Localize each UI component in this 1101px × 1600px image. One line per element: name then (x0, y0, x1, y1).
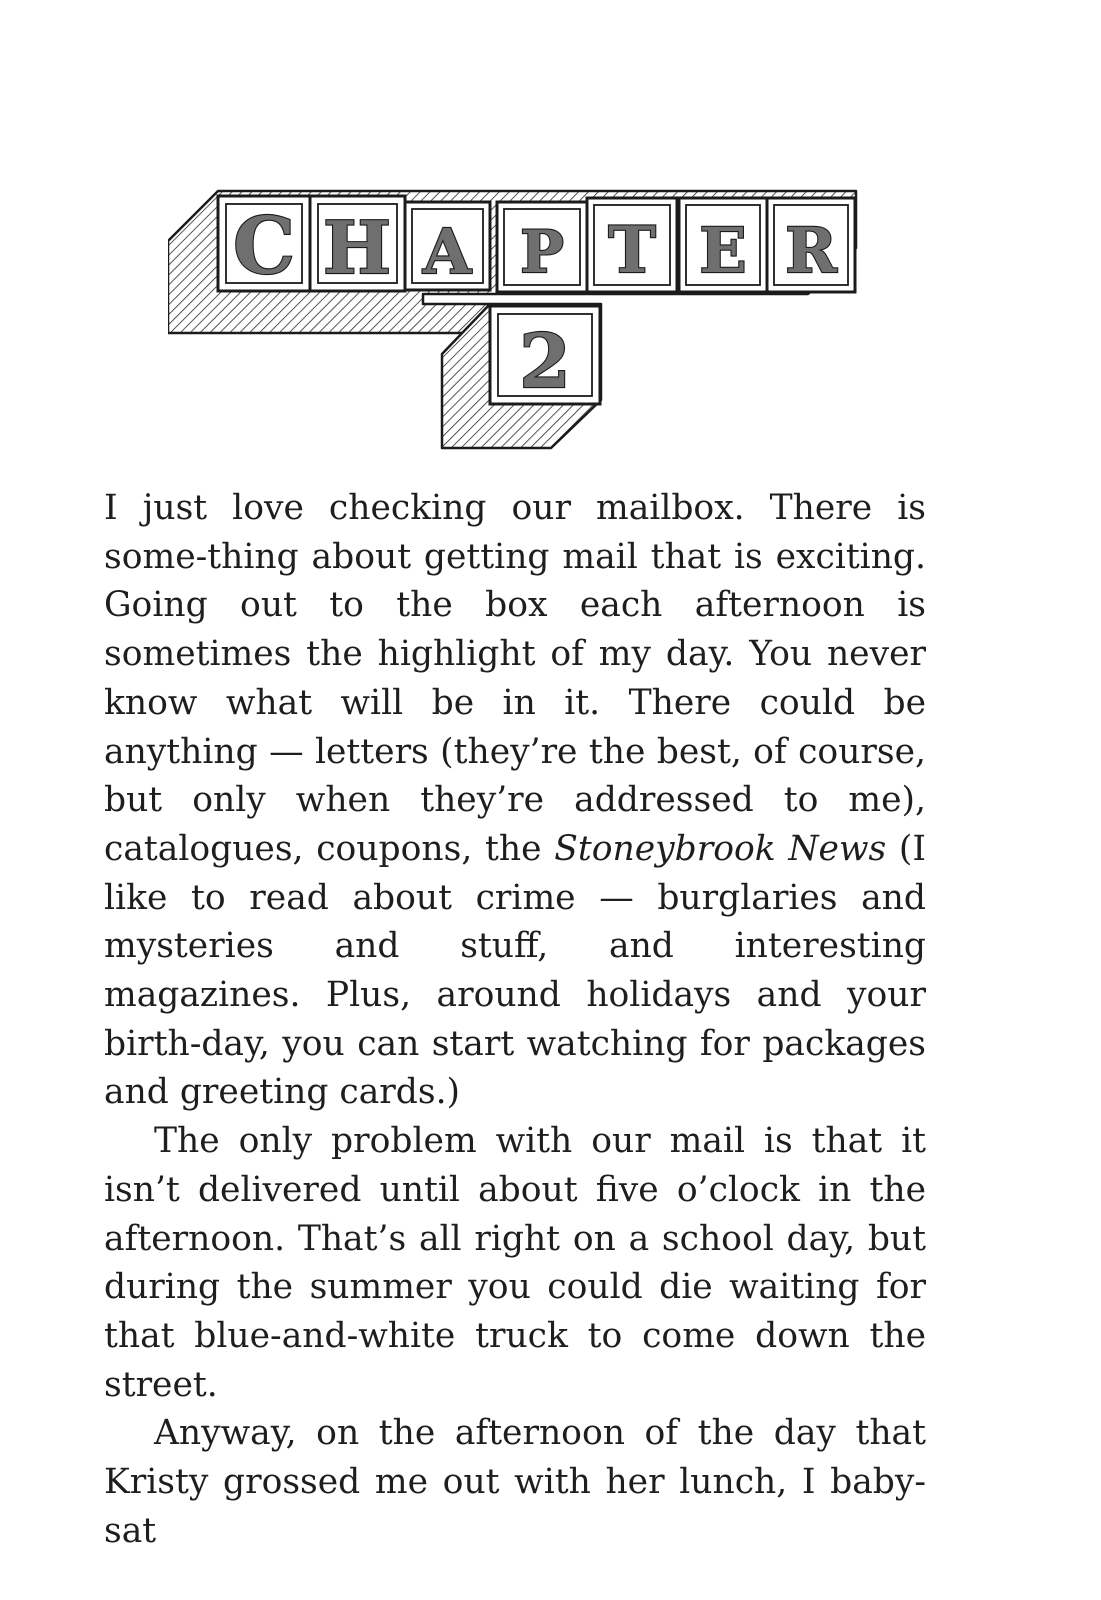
chapter-number: 2 (519, 319, 571, 405)
paragraph-2: The only problem with our mail is that it isn’t delivered until about five o’clock in the afternoon. That’s all right on a school day, but during the summer you could die waiting for that blue-and-white truck to come down the street. (104, 1121, 926, 1405)
number-block (490, 306, 600, 405)
letter-block-t (587, 198, 677, 292)
letter-a: A (422, 215, 472, 288)
letter-r: R (785, 214, 837, 287)
letter-c: C (232, 201, 296, 292)
letter-block-a (405, 202, 490, 290)
letter-block-c (218, 196, 310, 292)
letter-h: H (322, 205, 392, 290)
paragraph-1 (104, 484, 926, 1117)
letter-block-p (497, 202, 587, 292)
letter-block-r (767, 198, 855, 292)
paragraph-1-text: I just love checking our mailbox. There is some-thing about getting mail that is exciting. Going out to the box each afternoon is sometimes the highlight of my day. You never know what will be in it. There could be anything — letters (they’re the best, of course, but only when they’re addressed to me), catalogues, coupons, the (104, 488, 926, 869)
newspaper-title: Stoneybrook News (554, 828, 887, 869)
letter-e: E (699, 214, 747, 287)
chapter-heading (168, 186, 868, 456)
letter-p: P (520, 218, 564, 286)
chapter-body-text (104, 484, 926, 1555)
letter-block-e (679, 198, 767, 292)
letter-t: T (608, 213, 656, 288)
paragraph-1-text-continued: (I like to read about crime — burglaries and mysteries and stuff, and interesting magazines. Plus, around holidays and your birth-day, you can start watching for packages and greeting cards.) (104, 828, 927, 1113)
paragraph-3: Anyway, on the afternoon of the day that Kristy grossed me out with her lunch, I baby-sat (104, 1413, 926, 1551)
letter-block-h (310, 196, 405, 291)
